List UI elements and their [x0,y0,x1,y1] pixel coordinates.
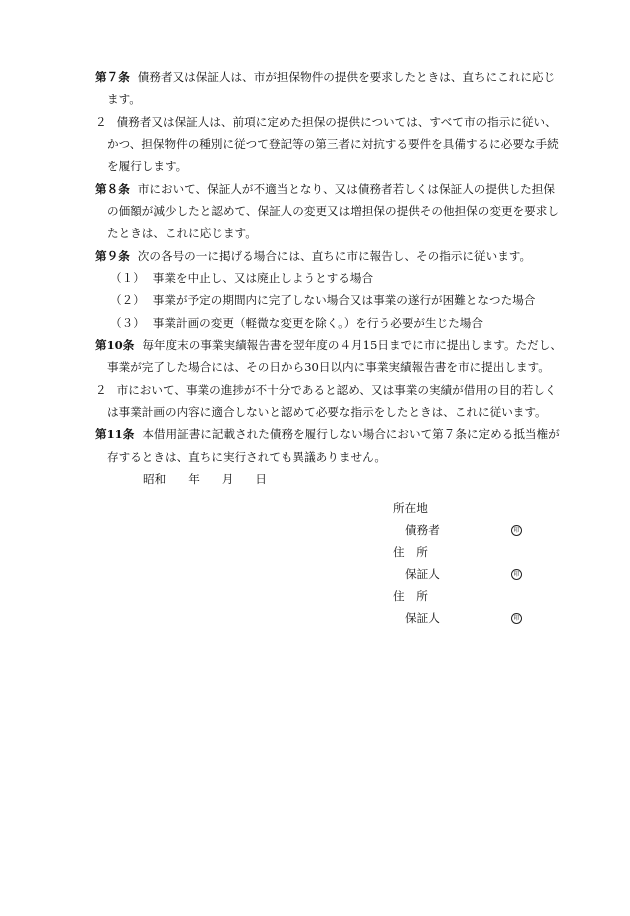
article-8-line-3: たときは、これに応じます。 [107,226,257,240]
residence-1-label: 住 所 [393,545,428,559]
article-9-item-3: （３） 事業計画の変更（軽微な変更を除く。）を行う必要が生じた場合 [110,316,483,330]
article-7-line-2: ます。 [107,92,141,106]
date-line [143,471,267,487]
date-day: 日 [255,472,268,486]
article-9-line-1: 第９条 次の各号の一に掲げる場合には、直ちに市に報告し、その指示に従います。 [95,249,532,263]
article-10-para-2-label: ２ [95,383,107,397]
article-8-line-2: の価額が減少したと認めて、保証人の変更又は増担保の提供その他担保の変更を要求し [107,204,559,218]
article-10-line-1: 第10条 毎年度末の事業実績報告書を翌年度の４月15日までに市に提出します。ただし、 [95,338,562,352]
article-11-line-1: 第11条 本借用証書に記載された債務を履行しない場合において第７条に定める抵当権が [95,427,560,441]
article-7-para-2-line-2: かつ、担保物件の種別に従つて登記等の第三者に対抗する要件を具備するに必要な手続 [107,137,559,151]
article-7-para-2-line-3: を履行します。 [107,159,188,173]
guarantor-2-seal-icon: 印 [511,613,522,624]
article-7-para-2-line-1: ２ 債務者又は保証人は、前項に定めた担保の提供については、すべて市の指示に従い、 [95,115,557,129]
article-7-line-1: 第７条 債務者又は保証人は、市が担保物件の提供を要求したときは、直ちにこれに応じ [95,70,556,84]
debtor-seal-icon: 印 [511,525,522,536]
article-8-label: 第８条 [95,182,130,196]
article-8-line-1: 第８条 市において、保証人が不適当となり、又は債務者若しくは保証人の提供した担保 [95,182,555,196]
date-era: 昭和 [143,472,167,486]
article-7-para-2-label: ２ [95,115,107,129]
article-11-label: 第11条 [95,427,135,441]
guarantor-2-label: 保証人 [405,611,440,625]
article-9-item-2: （２） 事業が予定の期間内に完了しない場合又は事業の遂行が困難となつた場合 [110,293,536,307]
date-year: 年 [188,472,200,486]
guarantor-1-seal-icon: 印 [511,569,522,580]
date-month: 月 [221,472,234,486]
debtor-label: 債務者 [405,523,440,537]
article-7-label: 第７条 [95,70,130,84]
article-10-para-2-line-1: ２ 市において、事業の進捗が不十分であると認め、又は事業の実績が借用の目的若しく [95,383,557,397]
residence-2-label: 住 所 [393,589,428,603]
article-10-para-2-line-2: は事業計画の内容に適合しないと認めて必要な指示をしたときは、これに従います。 [107,405,547,419]
article-11-line-2: 存するときは、直ちに実行されても異議ありません。 [107,450,386,464]
guarantor-1-label: 保証人 [405,567,440,581]
address-label: 所在地 [393,501,428,515]
article-10-line-2: 事業が完了した場合には、その日から30日以内に事業実績報告書を市に提出します。 [107,360,550,374]
article-10-label: 第10条 [95,338,135,352]
article-9-label: 第９条 [95,249,130,263]
article-9-item-1: （１） 事業を中止し、又は廃止しようとする場合 [110,271,374,285]
